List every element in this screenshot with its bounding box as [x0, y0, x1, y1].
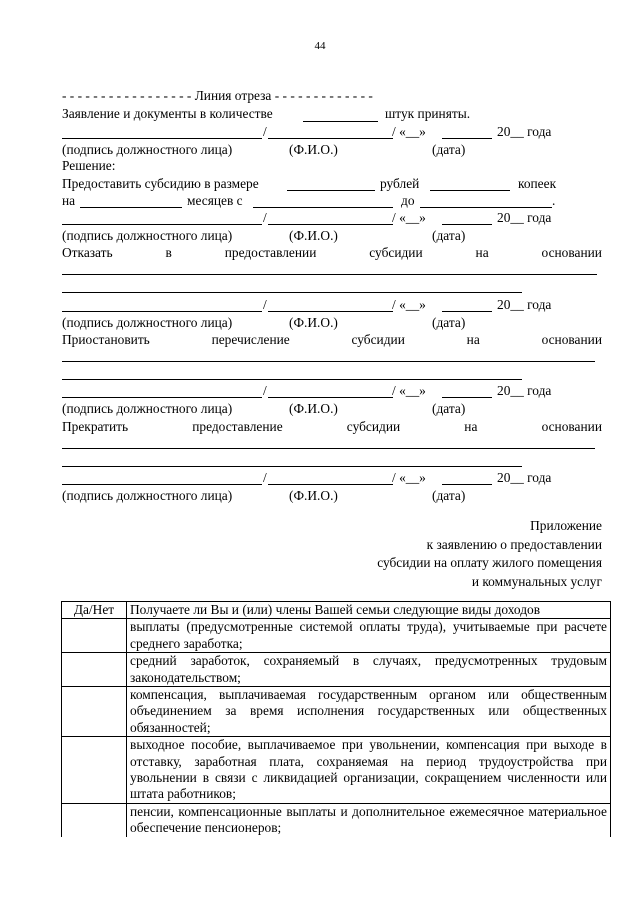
- caption-fio: (Ф.И.О.): [289, 401, 338, 416]
- caption-signature: (подпись должностного лица): [62, 228, 233, 243]
- terminate-word: основании: [541, 419, 602, 434]
- header-yes-no: Да/Нет: [62, 602, 127, 619]
- fio-blank[interactable]: [268, 311, 393, 312]
- signature-blank[interactable]: [62, 224, 262, 225]
- yes-no-cell[interactable]: [62, 803, 127, 836]
- suspend-reason-blank-2[interactable]: [62, 379, 522, 380]
- caption-date: (дата): [432, 315, 466, 330]
- refuse-word: на: [475, 245, 489, 260]
- yes-no-cell[interactable]: [62, 619, 127, 653]
- period-dot: .: [552, 193, 556, 208]
- refuse-word: субсидии: [369, 245, 423, 260]
- terminate-word: предоставление: [192, 419, 283, 434]
- date-month-blank[interactable]: [442, 224, 492, 225]
- date-month-blank[interactable]: [442, 311, 492, 312]
- appendix-heading: [377, 517, 602, 591]
- refuse-line: [62, 245, 602, 261]
- yes-no-cell[interactable]: [62, 737, 127, 804]
- refuse-reason-blank[interactable]: [62, 274, 597, 275]
- date-day: / «__»: [392, 210, 426, 225]
- yes-no-cell[interactable]: [62, 687, 127, 737]
- fio-blank[interactable]: [268, 224, 393, 225]
- terminate-reason-blank[interactable]: [62, 448, 595, 449]
- slash: /: [263, 210, 267, 225]
- terminate-word: Прекратить: [62, 419, 129, 434]
- slash: /: [263, 383, 267, 398]
- suspend-word: на: [466, 332, 480, 347]
- table-header-row: [62, 602, 611, 619]
- caption-fio: (Ф.И.О.): [289, 142, 338, 157]
- date-day: / «__»: [392, 297, 426, 312]
- page-number: 44: [314, 40, 326, 52]
- refuse-reason-blank-2[interactable]: [62, 292, 522, 293]
- caption-signature: (подпись должностного лица): [62, 401, 233, 416]
- date-year: 20__ года: [497, 297, 552, 312]
- slash: /: [263, 124, 267, 139]
- refuse-word: предоставлении: [224, 245, 317, 260]
- income-type-cell: выходное пособие, выплачиваемое при увольнении, компенсация при выходе в отставку, заработная плата, сохраняемая на период трудоустройства при увольнении в связи с ликвидацией организации, сокращением численности или штата работников;: [127, 737, 611, 804]
- table-row: [62, 619, 611, 653]
- rubles-label: рублей: [380, 176, 420, 191]
- date-month-blank[interactable]: [442, 138, 492, 139]
- signature-blank[interactable]: [62, 397, 262, 398]
- suspend-word: Приостановить: [62, 332, 150, 347]
- table-row: [62, 653, 611, 687]
- date-day: / «__»: [392, 470, 426, 485]
- received-count-blank[interactable]: [303, 121, 378, 122]
- income-type-cell: компенсация, выплачиваемая государственным органом или общественным объединением за время исполнения государственных или общественных обязанностей;: [127, 687, 611, 737]
- received-suffix: штук приняты.: [385, 106, 471, 121]
- refuse-word: в: [165, 245, 172, 260]
- rubles-blank[interactable]: [287, 190, 375, 191]
- caption-signature: (подпись должностного лица): [62, 315, 233, 330]
- months-from-label: месяцев с: [187, 193, 243, 208]
- income-table: [61, 601, 611, 837]
- to-date-blank[interactable]: [420, 207, 552, 208]
- caption-fio: (Ф.И.О.): [289, 315, 338, 330]
- suspend-word: субсидии: [351, 332, 405, 347]
- caption-date: (дата): [432, 142, 466, 157]
- kopecks-label: копеек: [518, 176, 557, 191]
- terminate-word: на: [464, 419, 478, 434]
- income-type-cell: выплаты (предусмотренные системой оплаты труда), учитываемые при расчете среднего заработка;: [127, 619, 611, 653]
- suspend-word: основании: [541, 332, 602, 347]
- cut-line: - - - - - - - - - - - - - - - - - Линия отреза - - - - - - - - - - - - -: [62, 88, 373, 103]
- caption-date: (дата): [432, 488, 466, 503]
- caption-signature: (подпись должностного лица): [62, 488, 233, 503]
- header-question: Получаете ли Вы и (или) члены Вашей семьи следующие виды доходов: [127, 602, 611, 619]
- refuse-word: Отказать: [62, 245, 113, 260]
- date-year: 20__ года: [497, 124, 552, 139]
- decision-label: Решение:: [62, 158, 116, 173]
- fio-blank[interactable]: [268, 484, 393, 485]
- grant-amount-label: Предоставить субсидию в размере: [62, 176, 259, 191]
- yes-no-cell[interactable]: [62, 653, 127, 687]
- date-day: / «__»: [392, 124, 426, 139]
- refuse-word: основании: [541, 245, 602, 260]
- income-type-cell: пенсии, компенсационные выплаты и дополнительное ежемесячное материальное обеспечение пенсионеров;: [127, 803, 611, 836]
- grant-on-label: на: [62, 193, 76, 208]
- signature-blank[interactable]: [62, 484, 262, 485]
- months-blank[interactable]: [80, 207, 182, 208]
- signature-blank[interactable]: [62, 138, 262, 139]
- appendix-line: и коммунальных услуг: [471, 573, 602, 589]
- kopecks-blank[interactable]: [430, 190, 510, 191]
- to-label: до: [401, 193, 415, 208]
- date-year: 20__ года: [497, 210, 552, 225]
- caption-signature: (подпись должностного лица): [62, 142, 233, 157]
- date-year: 20__ года: [497, 470, 552, 485]
- table-row: [62, 687, 611, 737]
- terminate-word: субсидии: [346, 419, 401, 434]
- signature-blank[interactable]: [62, 311, 262, 312]
- suspend-word: перечисление: [211, 332, 290, 347]
- slash: /: [263, 297, 267, 312]
- caption-date: (дата): [432, 228, 466, 243]
- received-prefix: Заявление и документы в количестве: [62, 106, 273, 121]
- table-row: [62, 803, 611, 836]
- suspend-reason-blank[interactable]: [62, 361, 595, 362]
- caption-fio: (Ф.И.О.): [289, 228, 338, 243]
- date-day: / «__»: [392, 383, 426, 398]
- caption-date: (дата): [432, 401, 466, 416]
- appendix-line: Приложение: [530, 518, 602, 533]
- fio-blank[interactable]: [268, 138, 393, 139]
- date-month-blank[interactable]: [442, 397, 492, 398]
- table-row: [62, 737, 611, 804]
- appendix-line: субсидии на оплату жилого помещения: [377, 555, 602, 570]
- from-date-blank[interactable]: [253, 207, 393, 208]
- suspend-line: [62, 332, 602, 348]
- terminate-line: [62, 419, 602, 435]
- appendix-line: к заявлению о предоставлении: [426, 536, 602, 552]
- date-year: 20__ года: [497, 383, 552, 398]
- fio-blank[interactable]: [268, 397, 393, 398]
- date-month-blank[interactable]: [442, 484, 492, 485]
- income-type-cell: средний заработок, сохраняемый в случаях, предусмотренных трудовым законодательством;: [127, 653, 611, 687]
- terminate-reason-blank-2[interactable]: [62, 466, 522, 467]
- slash: /: [263, 470, 267, 485]
- caption-fio: (Ф.И.О.): [289, 488, 338, 503]
